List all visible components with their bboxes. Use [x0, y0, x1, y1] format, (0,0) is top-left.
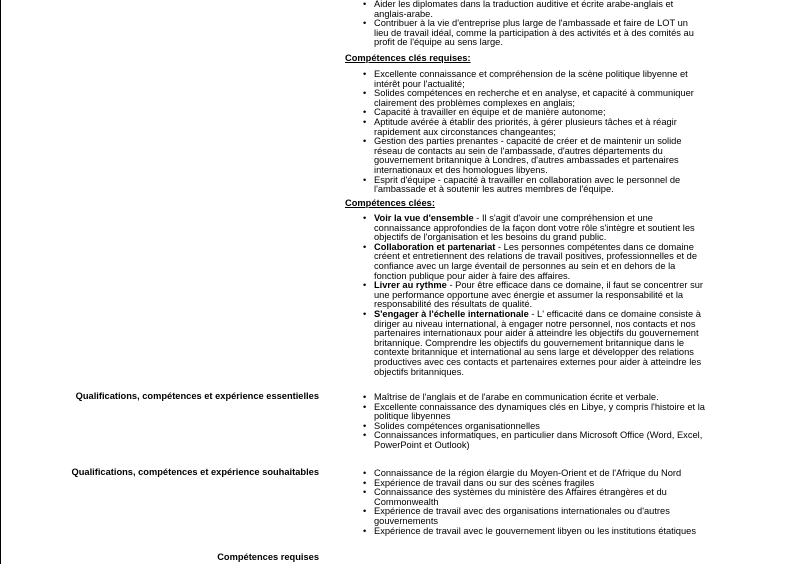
competency-title: S'engager à l'échelle internationale: [374, 308, 529, 319]
list-item: • Contribuer à la vie d'entreprise plus large de l'ambassade et faire de LOT un lieu de travail idéal, comme la participation à des activités et à des comités au profit de l'équipe au sens large.: [374, 19, 705, 48]
section-heading-key-skills-required: Compétences clés requises:: [345, 53, 471, 63]
competency-text: - L' efficacité dans ce domaine consiste à diriger au niveau international, à engager notre personnel, nos contacts et nos partenaires internationaux pour aider à atteindre les objectifs du gouvernement britannique. Comprendre les objectifs du gouvernement britannique dans le contexte britannique et international au sens large et développer des relations productives avec ces contacts et partenaires externes pour aider à atteindre les objectifs britanniques.: [374, 308, 702, 377]
essential-qualifications-label: Qualifications, compétences et expérience essentielles: [75, 391, 319, 401]
list-item: [374, 310, 705, 377]
list-item: • Expérience de travail dans ou sur des scènes fragiles: [374, 479, 705, 489]
list-item: • Excellente connaissance et compréhension de la scène politique libyenne et intérêt pour l'actualité;: [374, 70, 705, 89]
competency-text: - Il s'agit d'avoir une compréhension et une connaissance approfondies de la façon dont votre rôle s'intègre et soutient les objectifs de l'organisation et les besoins du grand public.: [374, 213, 695, 243]
required-skills-label: Compétences requises: [217, 552, 319, 562]
essential-qualifications-list: [345, 393, 705, 451]
list-item: [374, 214, 705, 243]
list-item: • Excellente connaissance des dynamiques clés en Libye, y compris l'histoire et la politique libyennes: [374, 403, 705, 422]
list-item: • Connaissance des systèmes du ministère des Affaires étrangères et du Commonwealth: [374, 488, 705, 507]
list-item: • Solides compétences organisationnelles: [374, 422, 705, 432]
list-item: [374, 243, 705, 281]
desirable-qualifications-list: [345, 469, 705, 536]
list-item: • Connaissances informatiques, en particulier dans Microsoft Office (Word, Excel, PowerPoint et Outlook): [374, 431, 705, 450]
list-item: • Gestion des parties prenantes - capacité de créer et de maintenir un solide réseau de contacts au sein de l'ambassade, d'autres départements du gouvernement britannique à Londres, d'autres ambassades et partenaires internationaux et des homologues libyens.: [374, 137, 705, 175]
key-skills-required-list: [345, 70, 705, 195]
competency-title: Voir la vue d'ensemble: [374, 213, 474, 223]
list-item: • Aider les diplomates dans la traduction auditive et écrite arabe-anglais et anglais-arabe.: [374, 0, 705, 19]
list-item: • Aptitude avérée à établir des priorités, à gérer plusieurs tâches et à réagir rapidement aux circonstances changeantes;: [374, 118, 705, 137]
section-heading-key-competencies: Compétences clées:: [345, 198, 435, 208]
list-item: • Solides compétences en recherche et en analyse, et capacité à communiquer clairement des problèmes complexes en anglais;: [374, 89, 705, 108]
list-item: • Connaissance de la région élargie du Moyen-Orient et de l'Afrique du Nord: [374, 469, 705, 479]
competency-title: Livrer au rythme: [374, 280, 447, 291]
list-item: • Capacité à travailler en équipe et de manière autonome;: [374, 108, 705, 118]
competency-title: Collaboration et partenariat: [374, 241, 496, 252]
competency-text: - Pour être efficace dans ce domaine, il faut se concentrer sur une performance opportune avec énergie et assumer la responsabilité et la responsabilité des résultats de qualité.: [374, 280, 704, 310]
list-item: • Expérience de travail avec des organisations internationales ou d'autres gouvernements: [374, 507, 705, 526]
list-item: • Maîtrise de l'anglais et de l'arabe en communication écrite et verbale.: [374, 393, 705, 403]
page-left-border: [0, 0, 1, 564]
list-item: • Expérience de travail avec le gouvernement libyen ou les institutions étatiques: [374, 527, 705, 537]
top-list: [345, 0, 705, 48]
list-item: [374, 281, 705, 310]
competency-text: - Les personnes compétentes dans ce domaine créent et entretiennent des relations de travail positives, professionnelles et de confiance avec un large éventail de personnes au sein et en dehors de la fonction publique pour aider à faire des affaires.: [374, 241, 697, 281]
list-item: • Esprit d'équipe - capacité à travailler en collaboration avec le personnel de l'ambassade et à soutenir les autres membres de l'équipe.: [374, 176, 705, 195]
desirable-qualifications-label: Qualifications, compétences et expérience souhaitables: [71, 467, 319, 477]
key-competencies-list: [345, 214, 705, 377]
